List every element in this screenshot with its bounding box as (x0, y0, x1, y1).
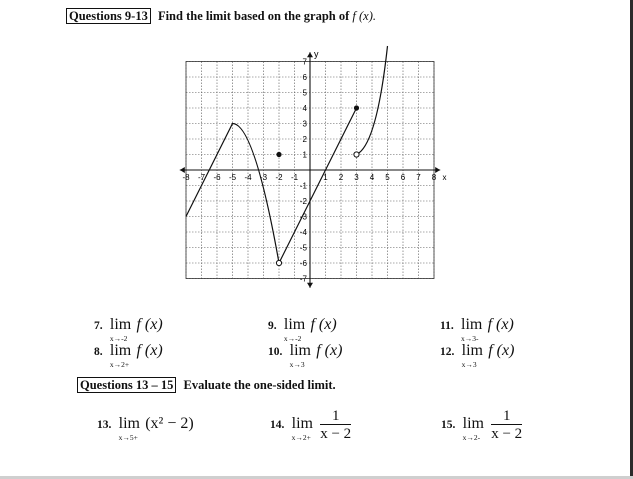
header2-instruction: Evaluate the one-sided limit. (183, 378, 336, 392)
x-tick-label: -4 (244, 173, 252, 182)
x-tick-label: -7 (197, 173, 206, 182)
x-tick-label: 7 (416, 173, 421, 182)
y-tick-label: -4 (299, 228, 307, 237)
x-tick-label: 5 (385, 173, 390, 182)
curve-rising-line (279, 108, 357, 263)
problem-10: 10. lim x→3 f (x) (268, 342, 343, 369)
x-tick-label: -2 (275, 173, 283, 182)
y-tick-label: -1 (299, 181, 307, 191)
problem-7: 7. lim x→-2 f (x) (94, 316, 163, 343)
fraction: $\frac{1}{x - 2}$ (320, 408, 352, 442)
problem-14: 14. lim x→2+ $\frac{1}{x - 2}$ (270, 408, 352, 443)
problem-13: 13. lim x→5+ (x² − 2) (97, 415, 194, 442)
graph-axes (180, 52, 440, 288)
section-header-13-15 (77, 378, 336, 393)
x-tick-label: 3 (354, 173, 359, 182)
y-tick-label: 4 (302, 104, 307, 113)
y-tick-label: 1 (302, 150, 307, 160)
y-tick-label: -6 (299, 259, 307, 268)
y-tick-label: 5 (302, 88, 307, 98)
problem-15: 15. lim x→2- $\frac{1}{x - 2}$ (441, 408, 523, 443)
y-tick-label: 6 (302, 73, 307, 82)
y-tick-label: -3 (299, 212, 307, 222)
y-arrow-bottom (307, 283, 313, 288)
questions-badge-2: Questions 13 – 15 (77, 377, 176, 393)
y-axis-label: y (314, 48, 319, 59)
y-tick-label: 3 (302, 119, 307, 129)
x-tick-label: -8 (182, 173, 190, 182)
x-tick-label: 8 (431, 173, 437, 182)
x-tick-label: 4 (369, 173, 375, 182)
open-point (354, 152, 359, 157)
closed-point (354, 105, 359, 110)
questions-badge: Questions 9-13 (66, 8, 151, 24)
problem-11: 11. lim x→3- f (x) (440, 316, 514, 343)
y-tick-label: -2 (299, 197, 307, 206)
closed-point (276, 152, 281, 157)
y-tick-label: 7 (302, 57, 307, 67)
y-tick-label: 2 (302, 135, 307, 144)
open-point (276, 260, 281, 265)
x-tick-label: -5 (228, 173, 237, 182)
x-axis-label: x (442, 173, 447, 182)
fraction: $\frac{1}{x - 2}$ (491, 408, 523, 442)
header-instruction: Find the limit based on the graph of (157, 9, 350, 23)
problem-9: 9. lim x→-2 f (x) (268, 316, 337, 343)
x-tick-label: -3 (259, 173, 268, 182)
y-tick-label: -5 (299, 243, 307, 253)
x-tick-label: 1 (323, 173, 328, 182)
y-arrow (307, 52, 313, 57)
problem-12: 12. lim x→3 f (x) (440, 342, 515, 369)
x-tick-label: 2 (338, 173, 344, 182)
graph-tick-labels (182, 49, 446, 284)
y-tick-label: -7 (299, 274, 307, 284)
x-tick-label: 6 (400, 173, 406, 182)
x-tick-label: -1 (290, 173, 299, 182)
graph-curve (186, 46, 388, 266)
problem-8: 8. lim x→2+ f (x) (94, 342, 163, 369)
header-function: f (x). (352, 9, 377, 23)
x-tick-label: -6 (213, 173, 221, 182)
